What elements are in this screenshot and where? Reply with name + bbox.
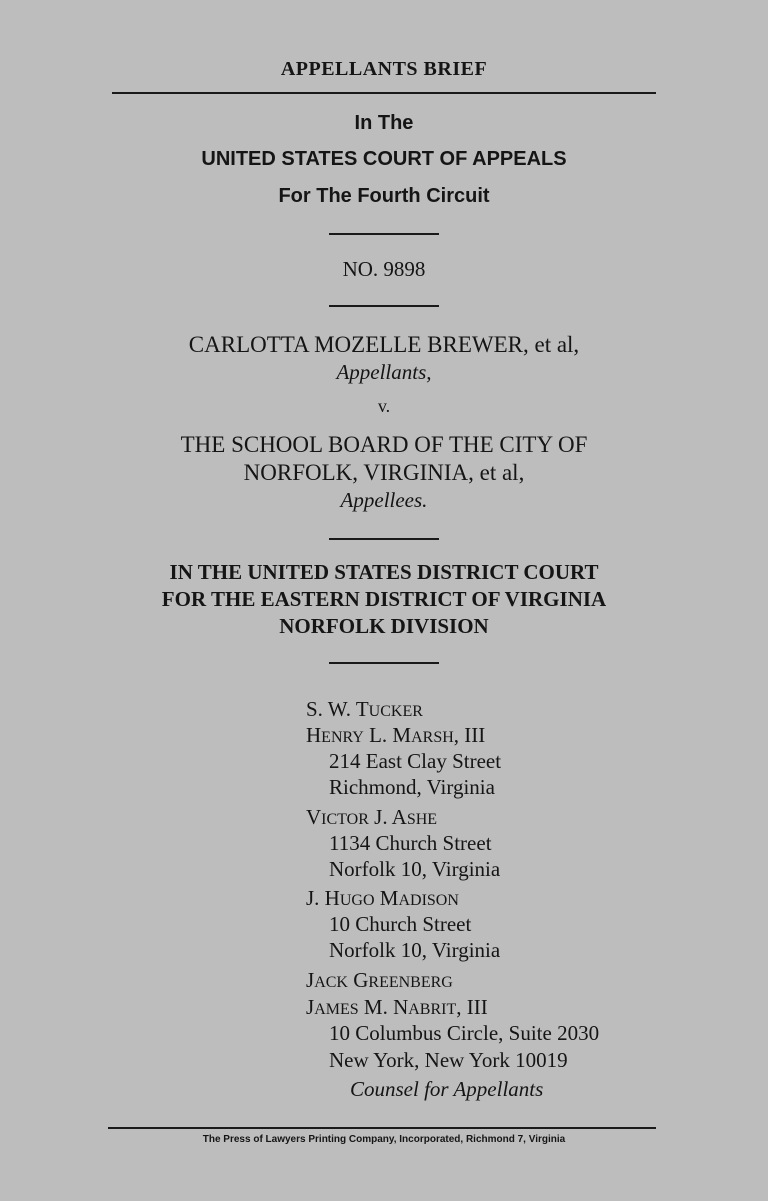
address-3-line-2: Norfolk 10, Virginia [329,938,501,962]
appellee-role: Appellees. [340,488,428,512]
address-4-line-1: 10 Columbus Circle, Suite 2030 [329,1021,600,1045]
brief-title: APPELLANTS BRIEF [280,58,488,80]
address-4-line-2: New York, New York 10019 [329,1048,568,1072]
counsel-marsh: HENRY L. MARSH, III [306,723,486,747]
counsel-nabrit: JAMES M. NABRIT, III [306,995,488,1019]
address-1-line-2: Richmond, Virginia [329,775,495,799]
counsel-role: Counsel for Appellants [350,1077,544,1101]
court-line-circuit: For The Fourth Circuit [278,185,490,207]
address-1-line-1: 214 East Clay Street [329,749,502,773]
district-court-line-1: IN THE UNITED STATES DISTRICT COURT [169,560,599,584]
court-line-in-the: In The [354,112,414,134]
appellee-line-1: THE SCHOOL BOARD OF THE CITY OF [180,432,588,457]
counsel-tucker: S. W. TUCKER [306,697,423,721]
printer-credit: The Press of Lawyers Printing Company, Incorporated, Richmond 7, Virginia [202,1134,566,1145]
divider-3 [329,538,439,540]
address-2-line-2: Norfolk 10, Virginia [329,857,501,881]
divider-4 [329,662,439,664]
address-3-line-1: 10 Church Street [329,912,472,936]
appellee-line-2: NORFOLK, VIRGINIA, et al, [243,460,525,485]
case-number: NO. 9898 [342,257,426,281]
district-court-line-3: NORFOLK DIVISION [279,614,489,638]
address-2-line-1: 1134 Church Street [329,831,492,855]
versus: v. [377,396,391,416]
divider-2 [329,305,439,307]
appellant-role: Appellants, [336,360,432,384]
court-line-name: UNITED STATES COURT OF APPEALS [201,148,567,170]
counsel-madison: J. HUGO MADISON [306,886,459,910]
counsel-ashe: VICTOR J. ASHE [306,805,438,829]
appellant-name: CARLOTTA MOZELLE BREWER, et al, [188,332,580,357]
district-court-line-2: FOR THE EASTERN DISTRICT OF VIRGINIA [161,587,607,611]
top-rule [112,92,656,94]
bottom-rule [108,1127,656,1129]
divider-1 [329,233,439,235]
counsel-greenberg: JACK GREENBERG [306,968,453,992]
